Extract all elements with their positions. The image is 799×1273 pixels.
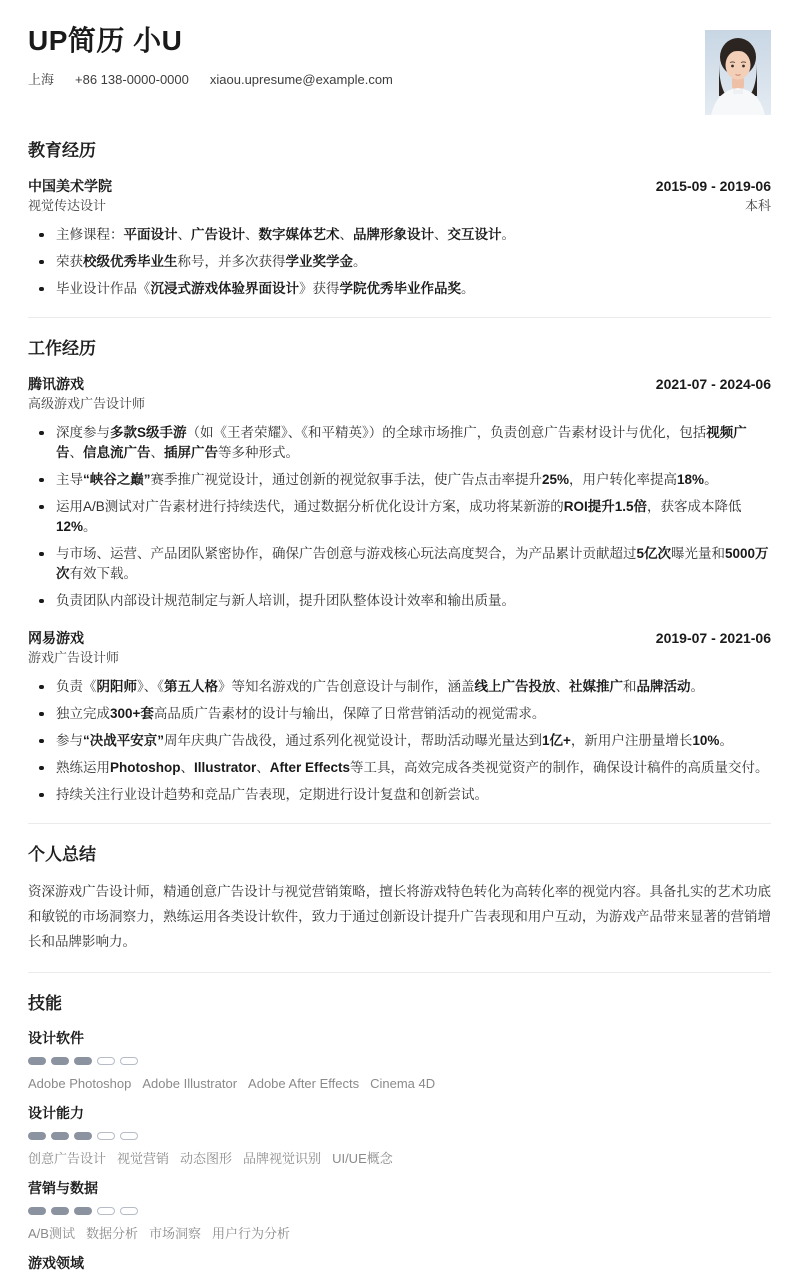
organization-name: 腾讯游戏 [28,375,84,392]
degree-or-note: 本科 [744,197,771,213]
bullet-list [28,677,771,805]
bullet-list [28,225,771,299]
text: 。 [501,226,515,242]
skill-level-bars [28,1132,771,1140]
organization-name: 网易游戏 [28,629,84,646]
highlighted-text: “峡谷之巅” [83,471,151,487]
bullet-item [28,731,771,751]
section-title-summary: 个人总结 [28,844,96,864]
bullet-item [28,470,771,490]
text: 有效下载。 [69,565,137,581]
text: 、 [69,444,83,460]
highlighted-text: After Effects [269,759,351,775]
text: 。 [719,732,733,748]
skill-group [28,1104,771,1167]
bullet-item [28,704,771,724]
entry-subtitle-row [28,197,771,215]
text: 》获得 [299,280,340,296]
skill-category-name: 设计软件 [28,1029,84,1046]
highlighted-text: 广告设计 [191,226,245,242]
highlighted-text: 社媒推广 [569,678,623,694]
highlighted-text: 18% [677,471,705,487]
text: 、 [180,759,194,775]
section-divider [28,823,771,824]
text: 等工具，高效完成各类视觉资产的制作，确保设计稿件的高质量交付。 [350,759,769,775]
entry-education [28,177,771,299]
resume-body [28,140,771,1273]
skill-level-bars [28,1057,771,1065]
text: 熟练运用 [56,759,110,775]
level-bar-filled [74,1057,92,1065]
level-bar-empty [97,1132,115,1140]
skill-tag: A/B测试 [28,1225,75,1241]
skill-tag-list [28,1150,771,1167]
skill-tag-list [28,1225,771,1242]
bullet-item [28,497,771,537]
level-bar-empty [97,1207,115,1215]
section-title-skills: 技能 [28,993,62,1013]
bullet-item [28,225,771,245]
skill-tag: Adobe Illustrator [142,1075,238,1091]
text: 、 [256,759,270,775]
skill-tag: 用户行为分析 [212,1225,291,1241]
text: 、 [150,444,164,460]
level-bar-filled [51,1057,69,1065]
organization-name: 中国美术学院 [28,177,112,194]
highlighted-text: 10% [692,732,720,748]
text: 运用A/B测试对广告素材进行持续迭代，通过数据分析优化设计方案，成功将某新游的 [56,498,564,514]
section-divider [28,317,771,318]
skill-tag-list [28,1075,771,1092]
highlighted-text: 5亿次 [636,545,672,561]
contact-row [28,71,771,88]
entry-subtitle-row [28,395,771,413]
entry-header-row [28,177,771,196]
text: 称号，并多次获得 [177,253,286,269]
level-bar-empty [120,1057,138,1065]
highlighted-text: 线上广告投放 [474,678,556,694]
text: 荣获 [56,253,83,269]
text: 和 [623,678,637,694]
highlighted-text: 交互设计 [447,226,502,242]
skill-group [28,1029,771,1092]
skill-group [28,1254,771,1273]
level-bar-filled [28,1132,46,1140]
date-range: 2015-09 - 2019-06 [655,177,771,194]
text: 》等知名游戏的广告创意设计与制作，涵盖 [218,678,475,694]
level-bar-filled [51,1132,69,1140]
highlighted-text: 25% [542,471,570,487]
entry-subtitle-row [28,649,771,667]
text: 、 [434,226,448,242]
text: 。 [83,518,97,534]
section-divider [28,972,771,973]
resume-header [28,24,771,88]
skill-tag: 动态图形 [180,1150,233,1166]
date-range: 2021-07 - 2024-06 [655,375,771,392]
skill-group [28,1179,771,1242]
skill-tag: 品牌视觉识别 [243,1150,322,1166]
highlighted-text: Photoshop [110,759,181,775]
level-bar-empty [120,1132,138,1140]
date-range: 2019-07 - 2021-06 [655,629,771,646]
level-bar-filled [74,1132,92,1140]
highlighted-text: 第五人格 [164,678,218,694]
text: 主修课程： [56,226,124,242]
text: 深度参与 [56,424,110,440]
skill-category-name: 设计能力 [28,1104,84,1121]
text: 。 [690,678,704,694]
bullet-item [28,677,771,697]
highlighted-text: “决战平安京” [83,732,164,748]
text: ，用户转化率提高 [569,471,678,487]
skill-category-name: 营销与数据 [28,1179,98,1196]
bullet-item [28,544,771,584]
highlighted-text: 品牌形象设计 [353,226,434,242]
portrait-photo [705,30,771,115]
highlighted-text: 12% [56,518,84,534]
text: 》、《 [137,678,164,694]
highlighted-text: 校级优秀毕业生 [83,253,178,269]
entry-work [28,629,771,805]
highlighted-text: 品牌活动 [636,678,691,694]
highlighted-text: 5000万次 [56,545,769,581]
contact-phone: +86 138-0000-0000 [75,71,189,87]
highlighted-text: 插屏广告 [164,444,218,460]
bullet-item [28,758,771,778]
skill-tag: UI/UE概念 [332,1150,393,1166]
highlighted-text: 数字媒体艺术 [258,226,340,242]
level-bar-filled [74,1207,92,1215]
candidate-name: UP简历 小U [28,25,183,56]
highlighted-text: 1亿+ [542,732,571,748]
text: 独立完成 [56,705,110,721]
bullet-item [28,279,771,299]
level-bar-filled [51,1207,69,1215]
skill-tag: Cinema 4D [370,1075,436,1091]
level-bar-empty [97,1057,115,1065]
highlighted-text: 信息流广告 [83,444,151,460]
highlighted-text: 300+套 [110,705,154,721]
highlighted-text: 平面设计 [123,226,178,242]
section-title-education: 教育经历 [28,140,96,160]
skill-tag: 市场洞察 [148,1225,201,1241]
text: 持续关注行业设计趋势和竞品广告表现，定期进行设计复盘和创新尝试。 [56,786,488,802]
text: 等多种形式。 [218,444,299,460]
text: 与市场、运营、产品团队紧密协作，确保广告创意与游戏核心玩法高度契合，为产品累计贡献超过 [56,545,637,561]
text: 负责团队内部设计规范制定与新人培训，提升团队整体设计效率和输出质量。 [56,592,515,608]
role-or-major: 视觉传达设计 [28,197,107,213]
role-or-major: 高级游戏广告设计师 [28,395,146,411]
highlighted-text: 阴阳师 [96,678,137,694]
highlighted-text: 学院优秀毕业作品奖 [339,280,461,296]
text: ，获客成本降低 [647,498,742,514]
bullet-item [28,591,771,611]
text: 曝光量和 [671,545,726,561]
text: 赛季推广视觉设计，通过创新的视觉叙事手法，使广告点击率提升 [150,471,542,487]
highlighted-text: ROI提升1.5倍 [563,498,648,514]
text: 、 [245,226,259,242]
level-bar-filled [28,1057,46,1065]
summary-paragraph: 资深游戏广告设计师，精通创意广告设计与视觉营销策略，擅长将游戏特色转化为高转化率的视觉内容。具备扎实的艺术功底和敏锐的市场洞察力，熟练运用各类设计软件，致力于通过创新设计提升广告表现和用户互动，为游戏产品带来显著的营销增长和品牌影响力。 [28,883,771,949]
skill-tag: 创意广告设计 [28,1150,107,1166]
text: 周年庆典广告战役，通过系列化视觉设计，帮助活动曝光量达到 [164,732,542,748]
bullet-item [28,423,771,463]
skill-tag: Adobe Photoshop [28,1075,132,1091]
skill-tag: 数据分析 [85,1225,138,1241]
text: 主导 [56,471,83,487]
contact-email: xiaou.upresume@example.com [209,71,393,87]
highlighted-text: 沉浸式游戏体验界面设计 [150,280,299,296]
bullet-item [28,785,771,805]
highlighted-text: 学业奖学金 [285,253,353,269]
text: 负责《 [56,678,97,694]
text: 。 [353,253,367,269]
bullet-list [28,423,771,611]
entry-header-row [28,629,771,648]
text: 。 [461,280,475,296]
highlighted-text: 视频广告 [56,424,747,460]
text: 高品质广告素材的设计与输出，保障了日常营销活动的视觉需求。 [153,705,546,721]
role-or-major: 游戏广告设计师 [28,649,120,665]
text: ，新用户注册量增长 [570,732,693,748]
skill-category-name: 游戏领域 [28,1254,84,1271]
bullet-item [28,252,771,272]
text: 参与 [56,732,83,748]
section-title-work: 工作经历 [28,338,96,358]
text: （如《王者荣耀》、《和平精英》）的全球市场推广，负责创意广告素材设计与优化，包括 [186,424,707,440]
skill-tag: 视觉营销 [117,1150,170,1166]
entry-work [28,375,771,611]
skill-level-bars [28,1207,771,1215]
text: 。 [704,471,718,487]
text: 、 [177,226,191,242]
contact-location: 上海 [28,71,55,87]
text: 、 [339,226,353,242]
level-bar-filled [28,1207,46,1215]
highlighted-text: 多款S级手游 [110,424,187,440]
level-bar-empty [120,1207,138,1215]
highlighted-text: Illustrator [194,759,257,775]
text: 、 [555,678,569,694]
skill-tag: Adobe After Effects [248,1075,360,1091]
text: 毕业设计作品《 [56,280,151,296]
entry-header-row [28,375,771,394]
